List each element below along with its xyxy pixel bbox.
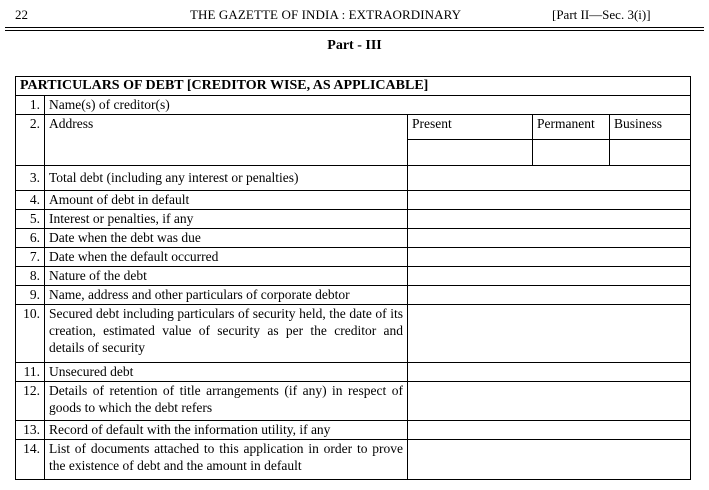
section-reference: [Part II—Sec. 3(i)] <box>552 7 651 22</box>
row-number: 11. <box>16 363 45 382</box>
address-permanent-value[interactable] <box>533 140 610 166</box>
row-value[interactable] <box>408 305 691 363</box>
row-label: Interest or penalties, if any <box>45 210 408 229</box>
row-number: 6. <box>16 229 45 248</box>
row-value[interactable] <box>408 363 691 382</box>
row-number: 9. <box>16 286 45 305</box>
row-label-spacer <box>45 140 408 166</box>
row-number: 10. <box>16 305 45 363</box>
address-value-row <box>16 140 691 166</box>
table-row <box>16 421 691 440</box>
row-label: Nature of the debt <box>45 267 408 286</box>
row-number: 4. <box>16 191 45 210</box>
row-number: 2. <box>16 115 45 140</box>
page-number: 22 <box>15 7 28 22</box>
table-row <box>16 440 691 480</box>
part-title: Part - III <box>327 38 382 53</box>
row-label: Record of default with the information utility, if any <box>45 421 408 440</box>
row-label: Date when the default occurred <box>45 248 408 267</box>
row-value[interactable] <box>408 286 691 305</box>
table-row <box>16 382 691 421</box>
table-row <box>16 363 691 382</box>
table-row <box>16 267 691 286</box>
row-value[interactable] <box>408 248 691 267</box>
row-value[interactable] <box>408 267 691 286</box>
table-row <box>16 305 691 363</box>
address-present-header: Present <box>408 115 533 140</box>
row-label: List of documents attached to this application in order to prove the existence of debt and the amount in default <box>45 440 408 480</box>
row-value[interactable] <box>408 229 691 248</box>
gazette-title: THE GAZETTE OF INDIA : EXTRAORDINARY <box>190 7 462 22</box>
table-row <box>16 166 691 191</box>
row-label: Secured debt including particulars of security held, the date of its creation, estimated value of security as per the creditor and details of security <box>45 305 408 363</box>
row-number: 8. <box>16 267 45 286</box>
row-number: 5. <box>16 210 45 229</box>
row-label: Details of retention of title arrangements (if any) in respect of goods to which the debt refers <box>45 382 408 421</box>
row-value[interactable] <box>408 421 691 440</box>
row-value[interactable] <box>408 440 691 480</box>
table-row <box>16 191 691 210</box>
table-row <box>16 229 691 248</box>
address-present-value[interactable] <box>408 140 533 166</box>
table-row <box>16 115 691 140</box>
header-rule-thin <box>5 30 704 31</box>
row-value[interactable] <box>408 382 691 421</box>
row-number-spacer <box>16 140 45 166</box>
row-number: 13. <box>16 421 45 440</box>
row-label: Address <box>45 115 408 140</box>
table-title: PARTICULARS OF DEBT [CREDITOR WISE, AS APPLICABLE] <box>16 77 691 96</box>
table-row <box>16 96 691 115</box>
table-title-row <box>16 77 691 96</box>
table-row <box>16 248 691 267</box>
address-permanent-header: Permanent <box>533 115 610 140</box>
row-number: 3. <box>16 166 45 191</box>
row-value[interactable] <box>408 210 691 229</box>
row-number: 14. <box>16 440 45 480</box>
row-label: Total debt (including any interest or penalties) <box>45 166 408 191</box>
table-row <box>16 210 691 229</box>
header-rule-thick <box>5 27 704 28</box>
row-label: Name, address and other particulars of corporate debtor <box>45 286 408 305</box>
row-label: Date when the debt was due <box>45 229 408 248</box>
row-label: Name(s) of creditor(s) <box>45 96 691 115</box>
address-business-header: Business <box>610 115 691 140</box>
row-value[interactable] <box>408 191 691 210</box>
table-row <box>16 286 691 305</box>
row-label: Unsecured debt <box>45 363 408 382</box>
address-business-value[interactable] <box>610 140 691 166</box>
row-number: 7. <box>16 248 45 267</box>
row-number: 12. <box>16 382 45 421</box>
row-value[interactable] <box>408 166 691 191</box>
row-label: Amount of debt in default <box>45 191 408 210</box>
row-number: 1. <box>16 96 45 115</box>
debt-particulars-table <box>15 76 691 480</box>
